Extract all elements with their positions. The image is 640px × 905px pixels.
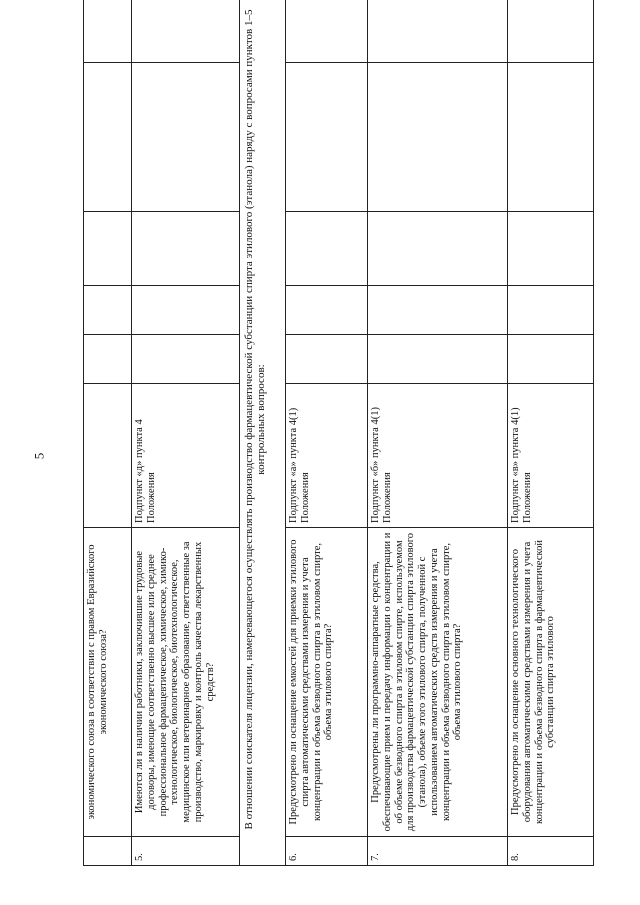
row-number: 8. (508, 837, 594, 866)
answer-cell (508, 335, 594, 384)
answer-cell (132, 63, 240, 212)
table-row (508, 0, 594, 866)
answer-cell (368, 0, 508, 63)
answer-cell (368, 335, 508, 384)
row-number (84, 837, 132, 866)
row-number: 6. (286, 837, 368, 866)
question-text: Предусмотрено ли оснащение основного технологического оборудования автоматическими средствами измерения и учета концентрации и объема безводного спирта в фармацевтической субстанции спирта этилового (508, 528, 594, 837)
answer-cell (368, 286, 508, 335)
answer-cell (132, 212, 240, 286)
question-text: Предусмотрено ли оснащение емкостей для приемки этилового спирта автоматическими средствами измерения и учета концентрации и объема безводного спирта в этиловом спирте, объема этилового спирта? (286, 528, 368, 837)
reference-text: Подпункт «б» пункта 4(1) Положения (368, 384, 508, 528)
answer-cell (508, 212, 594, 286)
answer-cell (286, 286, 368, 335)
answer-cell (84, 335, 132, 384)
checklist-sheet (83, 9, 593, 866)
question-text: Предусмотрены ли программно-аппаратные средства, обеспечивающие прием и передачу информации о концентрации и об объеме безводного спирта в этиловом спирте, используемом для производства фармацевтической субстанции спирта этилового (этанола), объеме этого этилового спирта, полученной с использованием автоматических средств измерения и учета концентрации и объема безводного спирта в этиловом спирте, объема этилового спирта? (368, 528, 508, 837)
answer-cell (132, 286, 240, 335)
answer-cell (286, 212, 368, 286)
checklist-table (83, 0, 594, 866)
reference-text (84, 384, 132, 528)
row-number: 7. (368, 837, 508, 866)
answer-cell (84, 63, 132, 212)
answer-cell (508, 0, 594, 63)
section-heading: В отношении соискателя лицензии, намеревающегося осуществлять производство фармацевтической субстанции спирта этилового (этанола) наряду с вопросами пунктов 1–5 контрольных вопросов: (240, 0, 286, 866)
answer-cell (132, 0, 240, 63)
answer-cell (286, 0, 368, 63)
reference-text: Подпункт «в» пункта 4(1) Положения (508, 384, 594, 528)
page-number: 5 (31, 452, 47, 460)
answer-cell (508, 286, 594, 335)
question-text: экономического союза в соответствии с правом Евразийского экономического союза? (84, 528, 132, 837)
answer-cell (286, 63, 368, 212)
question-text: Имеются ли в наличии работники, заключившие трудовые договоры, имеющие соответственно высшее или среднее профессиональное фармацевтическое, химическое, химико-технологическое, биологическое, биотехнологическое, медицинское или ветеринарное образование, ответственные за производство, маркировку и контроль качества лекарственных средств? (132, 528, 240, 837)
table-row (286, 0, 368, 866)
reference-text: Подпункт «а» пункта 4(1) Положения (286, 384, 368, 528)
reference-text: Подпункт «д» пункта 4 Положения (132, 384, 240, 528)
table-row (132, 0, 240, 866)
answer-cell (508, 63, 594, 212)
answer-cell (132, 335, 240, 384)
table-row (84, 0, 132, 866)
table-row (368, 0, 508, 866)
answer-cell (84, 0, 132, 63)
answer-cell (368, 63, 508, 212)
answer-cell (84, 212, 132, 286)
answer-cell (368, 212, 508, 286)
answer-cell (84, 286, 132, 335)
row-number: 5. (132, 837, 240, 866)
answer-cell (286, 335, 368, 384)
section-row (240, 0, 286, 866)
